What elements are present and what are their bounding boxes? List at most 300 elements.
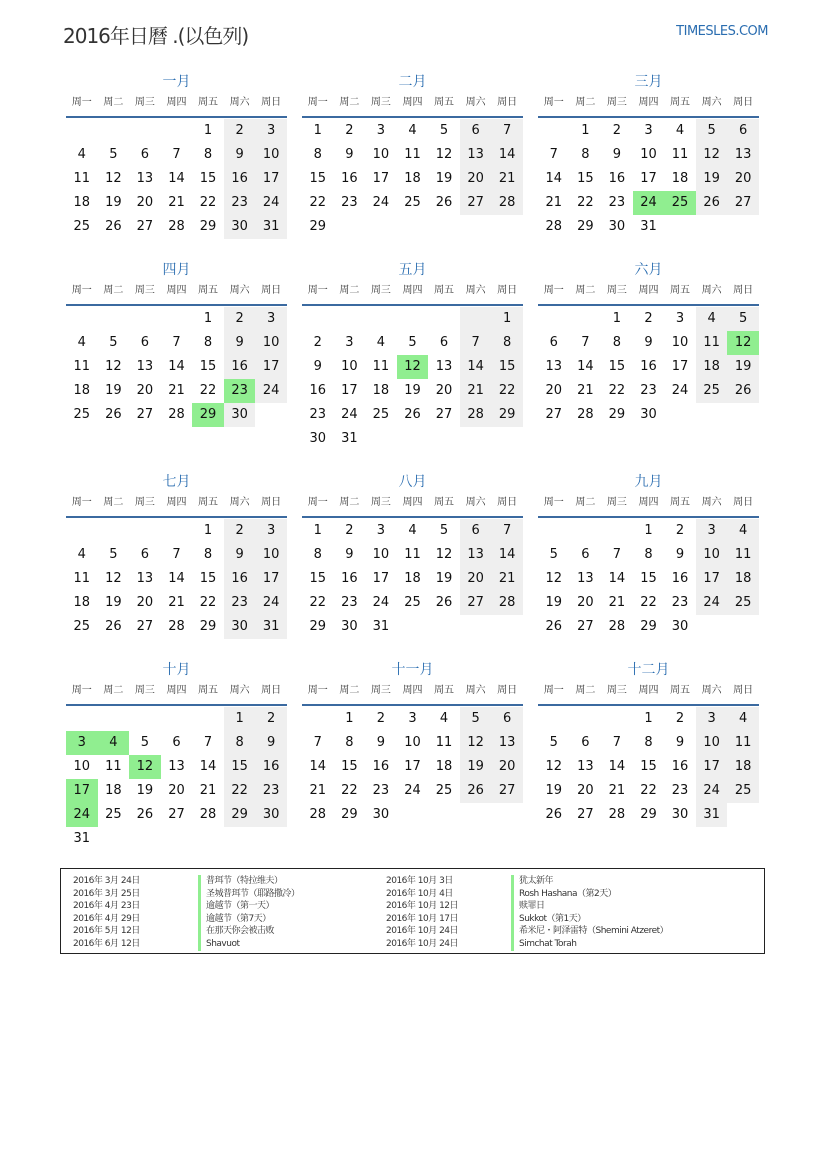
- weekday-label: 周六: [229, 685, 250, 696]
- holiday-row: [73, 900, 300, 913]
- weekday-label: 周二: [575, 285, 596, 296]
- day-cell: 30: [341, 619, 358, 634]
- day-cell: 1: [313, 123, 322, 138]
- day-cell: 20: [136, 595, 154, 610]
- weekday-label: 周一: [543, 285, 564, 296]
- day-cell: 3: [255, 119, 287, 143]
- weekday-label: 周日: [497, 685, 518, 696]
- day-cell: 8: [612, 335, 622, 350]
- holiday-date: 2016年 4月 23日: [73, 901, 140, 912]
- day-cell: 25: [696, 379, 728, 403]
- month-title: 十月: [162, 662, 191, 678]
- day-cell: 1: [224, 707, 256, 731]
- holiday-date: 2016年 5月 12日: [73, 926, 140, 937]
- day-cell: 18: [73, 595, 91, 610]
- day-cell: 31: [73, 831, 91, 846]
- day-cell: 5: [439, 123, 449, 138]
- day-cell: 10: [255, 331, 287, 355]
- day-cell: 15: [341, 759, 358, 774]
- day-cell: 9: [345, 547, 354, 562]
- day-cell: 25: [404, 195, 421, 210]
- day-cell: 2: [345, 523, 354, 538]
- day-cell-empty: [601, 519, 633, 543]
- day-cell: 28: [608, 807, 626, 822]
- day-cell: 22: [577, 195, 594, 210]
- weekday-label: 周三: [370, 497, 391, 508]
- day-cell: 10: [372, 547, 390, 562]
- weekday-header: [66, 280, 287, 306]
- day-cell: 16: [372, 759, 390, 774]
- weekday-label: 周日: [733, 97, 754, 108]
- day-cell-empty: [302, 307, 334, 331]
- day-cell: 10: [696, 731, 728, 755]
- weekday-label: 周六: [229, 97, 250, 108]
- weekday-label: 周二: [103, 685, 124, 696]
- day-cell: 27: [136, 619, 154, 634]
- day-cell: 2: [224, 307, 256, 331]
- weekday-label: 周四: [638, 497, 659, 508]
- day-cell: 11: [404, 547, 421, 562]
- month-6: [538, 260, 759, 427]
- day-cell: 25: [73, 619, 91, 634]
- day-cell: 28: [577, 407, 594, 422]
- day-cell: 30: [224, 215, 256, 239]
- weekday-label: 周五: [198, 285, 219, 296]
- day-cell-empty: [66, 519, 98, 543]
- day-cell: 7: [313, 735, 322, 750]
- day-cell: 30: [309, 431, 327, 446]
- day-cell: 8: [491, 331, 523, 355]
- day-cell: 29: [608, 407, 626, 422]
- day-cell: 13: [168, 759, 185, 774]
- day-cell: 21: [608, 783, 626, 798]
- day-cell: 11: [73, 171, 91, 186]
- day-cell: 10: [671, 335, 689, 350]
- day-cell: 25: [73, 219, 91, 234]
- day-cell: 22: [608, 383, 626, 398]
- day-cell: 8: [644, 547, 653, 562]
- weekday-label: 周一: [71, 97, 92, 108]
- day-cell: 15: [491, 355, 523, 379]
- day-cell: 12: [105, 171, 122, 186]
- day-cell: 7: [460, 331, 492, 355]
- day-cell: 27: [136, 219, 154, 234]
- day-cell: 26: [105, 407, 122, 422]
- day-cell: 27: [168, 807, 185, 822]
- day-grid: [538, 119, 759, 239]
- day-cell: 19: [105, 383, 122, 398]
- holiday-row: [386, 900, 668, 913]
- holiday-row: [73, 888, 300, 901]
- weekday-header: [538, 92, 759, 118]
- day-cell: 4: [696, 307, 728, 331]
- day-cell: 10: [255, 543, 287, 567]
- weekday-label: 周五: [434, 685, 455, 696]
- holiday-name: Sukkot（第1天）: [511, 913, 586, 926]
- day-cell: 13: [577, 571, 594, 586]
- day-cell-empty: [129, 307, 161, 331]
- day-cell: 11: [73, 571, 91, 586]
- day-cell-holiday: 17: [66, 779, 98, 803]
- day-cell: 28: [460, 403, 492, 427]
- day-cell: 31: [640, 219, 657, 234]
- day-cell: 5: [408, 335, 417, 350]
- day-cell: 1: [203, 523, 213, 538]
- day-cell-empty: [570, 519, 602, 543]
- day-cell: 2: [224, 119, 256, 143]
- day-cell: 3: [255, 519, 287, 543]
- weekday-label: 周六: [701, 97, 722, 108]
- day-cell: 25: [73, 407, 91, 422]
- day-cell: 25: [435, 783, 453, 798]
- day-cell: 23: [341, 195, 358, 210]
- holiday-date: 2016年 10月 3日: [386, 876, 453, 886]
- day-cell-empty: [129, 119, 161, 143]
- holiday-list: [60, 868, 765, 954]
- day-cell: 6: [140, 335, 150, 350]
- day-cell: 21: [309, 783, 327, 798]
- weekday-label: 周一: [307, 685, 328, 696]
- day-cell: 1: [203, 123, 213, 138]
- day-cell: 4: [675, 123, 685, 138]
- day-cell: 8: [203, 547, 213, 562]
- day-cell: 9: [313, 359, 322, 374]
- day-cell: 14: [577, 359, 594, 374]
- day-cell: 25: [727, 779, 759, 803]
- day-cell: 24: [372, 195, 390, 210]
- day-cell: 12: [696, 143, 728, 167]
- day-cell: 26: [105, 219, 122, 234]
- month-11: [302, 660, 523, 827]
- holiday-name: 赎罪日: [511, 900, 545, 913]
- day-cell: 3: [696, 519, 728, 543]
- holiday-name: Shavuot: [198, 938, 240, 951]
- day-cell: 16: [341, 171, 358, 186]
- day-cell: 24: [372, 595, 390, 610]
- day-cell: 14: [545, 171, 563, 186]
- day-cell: 25: [727, 591, 759, 615]
- month-title: 六月: [634, 262, 663, 278]
- month-4: [66, 260, 287, 427]
- day-cell: 2: [675, 523, 685, 538]
- month-title: 八月: [398, 474, 427, 490]
- day-cell: 20: [168, 783, 185, 798]
- day-cell: 27: [545, 407, 563, 422]
- day-cell: 12: [460, 731, 492, 755]
- day-cell: 6: [549, 335, 558, 350]
- day-cell: 15: [224, 755, 256, 779]
- day-cell: 19: [727, 355, 759, 379]
- day-cell: 18: [105, 783, 122, 798]
- holiday-row: [386, 888, 668, 901]
- day-cell: 4: [727, 707, 759, 731]
- day-cell: 15: [199, 571, 217, 586]
- weekday-label: 周三: [134, 685, 155, 696]
- weekday-label: 周三: [134, 285, 155, 296]
- day-cell: 28: [199, 807, 217, 822]
- day-cell-empty: [161, 519, 193, 543]
- day-cell: 29: [309, 619, 327, 634]
- day-cell: 18: [727, 567, 759, 591]
- page-title: 2016年日曆 .(以色列): [63, 24, 249, 48]
- weekday-label: 周四: [638, 685, 659, 696]
- day-cell: 26: [727, 379, 759, 403]
- day-cell: 26: [105, 619, 122, 634]
- day-cell: 14: [491, 143, 523, 167]
- day-cell: 9: [675, 547, 685, 562]
- day-cell: 24: [696, 779, 728, 803]
- weekday-label: 周三: [370, 285, 391, 296]
- weekday-label: 周日: [261, 497, 282, 508]
- day-cell: 15: [309, 171, 327, 186]
- day-cell: 14: [168, 359, 185, 374]
- weekday-label: 周六: [229, 285, 250, 296]
- holiday-name: 普珥节（特拉维夫）: [198, 875, 283, 888]
- weekday-header: [538, 492, 759, 518]
- day-cell: 3: [255, 307, 287, 331]
- day-cell: 23: [224, 591, 256, 615]
- day-cell: 28: [491, 191, 523, 215]
- holiday-name: 圣城普珥节（耶路撒冷）: [198, 888, 300, 901]
- day-cell: 19: [105, 195, 122, 210]
- day-cell: 4: [727, 519, 759, 543]
- weekday-label: 周三: [606, 497, 627, 508]
- day-cell: 17: [255, 167, 287, 191]
- day-cell-holiday: 25: [664, 191, 696, 215]
- weekday-label: 周日: [733, 497, 754, 508]
- day-cell: 6: [581, 547, 590, 562]
- day-cell: 12: [545, 759, 563, 774]
- day-cell: 27: [460, 191, 492, 215]
- day-cell: 21: [168, 383, 185, 398]
- day-cell: 4: [376, 335, 386, 350]
- day-cell: 30: [671, 619, 689, 634]
- month-title: 五月: [398, 262, 427, 278]
- weekday-label: 周四: [402, 497, 423, 508]
- weekday-label: 周六: [701, 685, 722, 696]
- day-cell: 28: [168, 619, 185, 634]
- day-cell: 28: [491, 591, 523, 615]
- day-cell: 22: [309, 595, 327, 610]
- day-cell: 27: [435, 407, 453, 422]
- day-cell: 24: [255, 591, 287, 615]
- day-cell: 2: [376, 711, 386, 726]
- weekday-label: 周二: [339, 285, 360, 296]
- day-cell: 5: [727, 307, 759, 331]
- holiday-name: 逾越节（第一天）: [198, 900, 274, 913]
- day-cell: 20: [727, 167, 759, 191]
- day-grid: [66, 707, 287, 851]
- day-cell: 21: [199, 783, 217, 798]
- weekday-label: 周二: [103, 497, 124, 508]
- day-cell: 10: [404, 735, 421, 750]
- weekday-label: 周五: [670, 97, 691, 108]
- day-cell: 28: [168, 219, 185, 234]
- day-cell: 9: [376, 735, 386, 750]
- day-cell-empty: [570, 707, 602, 731]
- day-cell: 7: [612, 735, 622, 750]
- weekday-label: 周五: [198, 497, 219, 508]
- day-cell: 27: [491, 779, 523, 803]
- weekday-label: 周三: [134, 497, 155, 508]
- day-cell: 5: [439, 523, 449, 538]
- holiday-row: [386, 925, 668, 938]
- day-cell: 1: [491, 307, 523, 331]
- month-9: [538, 472, 759, 639]
- holiday-row: [386, 913, 668, 926]
- day-cell: 10: [696, 543, 728, 567]
- day-cell: 2: [224, 519, 256, 543]
- weekday-label: 周日: [497, 97, 518, 108]
- day-cell-empty: [161, 707, 193, 731]
- month-title: 七月: [162, 474, 191, 490]
- day-cell: 12: [435, 547, 453, 562]
- month-1: [66, 72, 287, 239]
- holiday-row: [386, 875, 668, 888]
- day-cell: 14: [168, 171, 185, 186]
- weekday-header: [302, 92, 523, 118]
- weekday-label: 周三: [606, 285, 627, 296]
- weekday-header: [302, 492, 523, 518]
- day-cell: 8: [313, 147, 322, 162]
- day-cell: 18: [696, 355, 728, 379]
- day-cell: 16: [671, 571, 689, 586]
- day-cell-empty: [334, 307, 366, 331]
- day-cell: 22: [199, 383, 217, 398]
- day-cell: 31: [372, 619, 390, 634]
- day-cell: 8: [345, 735, 354, 750]
- day-cell: 16: [224, 167, 256, 191]
- day-cell: 9: [224, 543, 256, 567]
- day-cell: 19: [545, 595, 563, 610]
- day-cell: 18: [404, 171, 421, 186]
- day-cell: 3: [644, 123, 653, 138]
- holiday-row: [73, 938, 300, 951]
- weekday-label: 周四: [402, 285, 423, 296]
- day-cell: 17: [640, 171, 657, 186]
- day-cell: 30: [640, 407, 657, 422]
- day-cell: 21: [577, 383, 594, 398]
- day-cell: 7: [581, 335, 590, 350]
- holiday-row: [386, 938, 668, 951]
- day-cell: 5: [460, 707, 492, 731]
- weekday-label: 周一: [543, 97, 564, 108]
- day-cell: 1: [612, 311, 622, 326]
- day-cell: 11: [727, 731, 759, 755]
- day-cell: 13: [491, 731, 523, 755]
- day-cell: 15: [199, 171, 217, 186]
- day-cell: 22: [199, 195, 217, 210]
- day-cell: 24: [696, 591, 728, 615]
- day-cell: 6: [727, 119, 759, 143]
- day-cell: 20: [460, 167, 492, 191]
- day-cell: 1: [644, 711, 653, 726]
- day-cell: 26: [435, 195, 453, 210]
- day-cell: 22: [341, 783, 358, 798]
- weekday-label: 周六: [465, 97, 486, 108]
- day-cell: 18: [372, 383, 390, 398]
- day-cell-empty: [66, 707, 98, 731]
- day-cell: 4: [439, 711, 449, 726]
- month-title: 九月: [634, 474, 663, 490]
- day-cell: 8: [224, 731, 256, 755]
- day-cell-empty: [66, 119, 98, 143]
- holiday-name: 犹太新年: [511, 875, 553, 888]
- day-grid: [538, 519, 759, 639]
- day-cell: 22: [640, 595, 657, 610]
- day-cell-empty: [538, 707, 570, 731]
- day-cell-empty: [428, 307, 460, 331]
- weekday-header: [302, 280, 523, 306]
- day-cell: 3: [696, 707, 728, 731]
- day-cell: 13: [136, 359, 154, 374]
- day-cell: 17: [404, 759, 421, 774]
- weekday-label: 周一: [71, 285, 92, 296]
- day-cell: 3: [376, 123, 386, 138]
- day-cell: 10: [640, 147, 657, 162]
- month-title: 三月: [634, 74, 663, 90]
- day-cell: 15: [199, 359, 217, 374]
- day-cell: 4: [408, 523, 417, 538]
- day-cell: 28: [545, 219, 563, 234]
- day-cell: 30: [255, 803, 287, 827]
- weekday-label: 周日: [733, 285, 754, 296]
- day-cell-empty: [302, 707, 334, 731]
- day-cell: 11: [105, 759, 122, 774]
- day-grid: [302, 707, 523, 827]
- day-cell: 30: [671, 807, 689, 822]
- day-cell-empty: [161, 119, 193, 143]
- holiday-row: [73, 913, 300, 926]
- weekday-label: 周六: [701, 497, 722, 508]
- day-cell: 7: [172, 147, 181, 162]
- day-cell: 23: [640, 383, 657, 398]
- day-cell: 18: [671, 171, 689, 186]
- day-cell: 12: [105, 359, 122, 374]
- day-cell: 11: [671, 147, 689, 162]
- day-cell: 27: [577, 619, 594, 634]
- weekday-header: [538, 280, 759, 306]
- weekday-label: 周六: [465, 285, 486, 296]
- site-link[interactable]: TIMESLES.COM: [676, 24, 768, 39]
- day-cell-empty: [570, 307, 602, 331]
- day-cell-empty: [538, 307, 570, 331]
- weekday-header: [66, 680, 287, 706]
- day-cell: 2: [313, 335, 322, 350]
- weekday-label: 周五: [670, 497, 691, 508]
- day-cell: 17: [341, 383, 358, 398]
- day-cell: 1: [203, 311, 213, 326]
- weekday-label: 周一: [307, 97, 328, 108]
- day-cell: 11: [727, 543, 759, 567]
- day-cell-empty: [538, 119, 570, 143]
- day-grid: [302, 519, 523, 639]
- month-title: 二月: [398, 74, 427, 90]
- day-cell: 5: [549, 735, 558, 750]
- day-cell: 15: [640, 759, 657, 774]
- day-cell: 19: [545, 783, 563, 798]
- holiday-name: 希米尼・阿泽雷特（Shemini Atzeret）: [511, 925, 668, 938]
- day-cell: 6: [439, 335, 449, 350]
- day-cell: 30: [224, 615, 256, 639]
- day-cell-empty: [129, 519, 161, 543]
- day-cell: 12: [435, 147, 453, 162]
- day-cell: 9: [224, 143, 256, 167]
- weekday-header: [66, 492, 287, 518]
- day-cell: 18: [73, 195, 91, 210]
- day-cell: 18: [727, 755, 759, 779]
- day-cell: 14: [608, 571, 626, 586]
